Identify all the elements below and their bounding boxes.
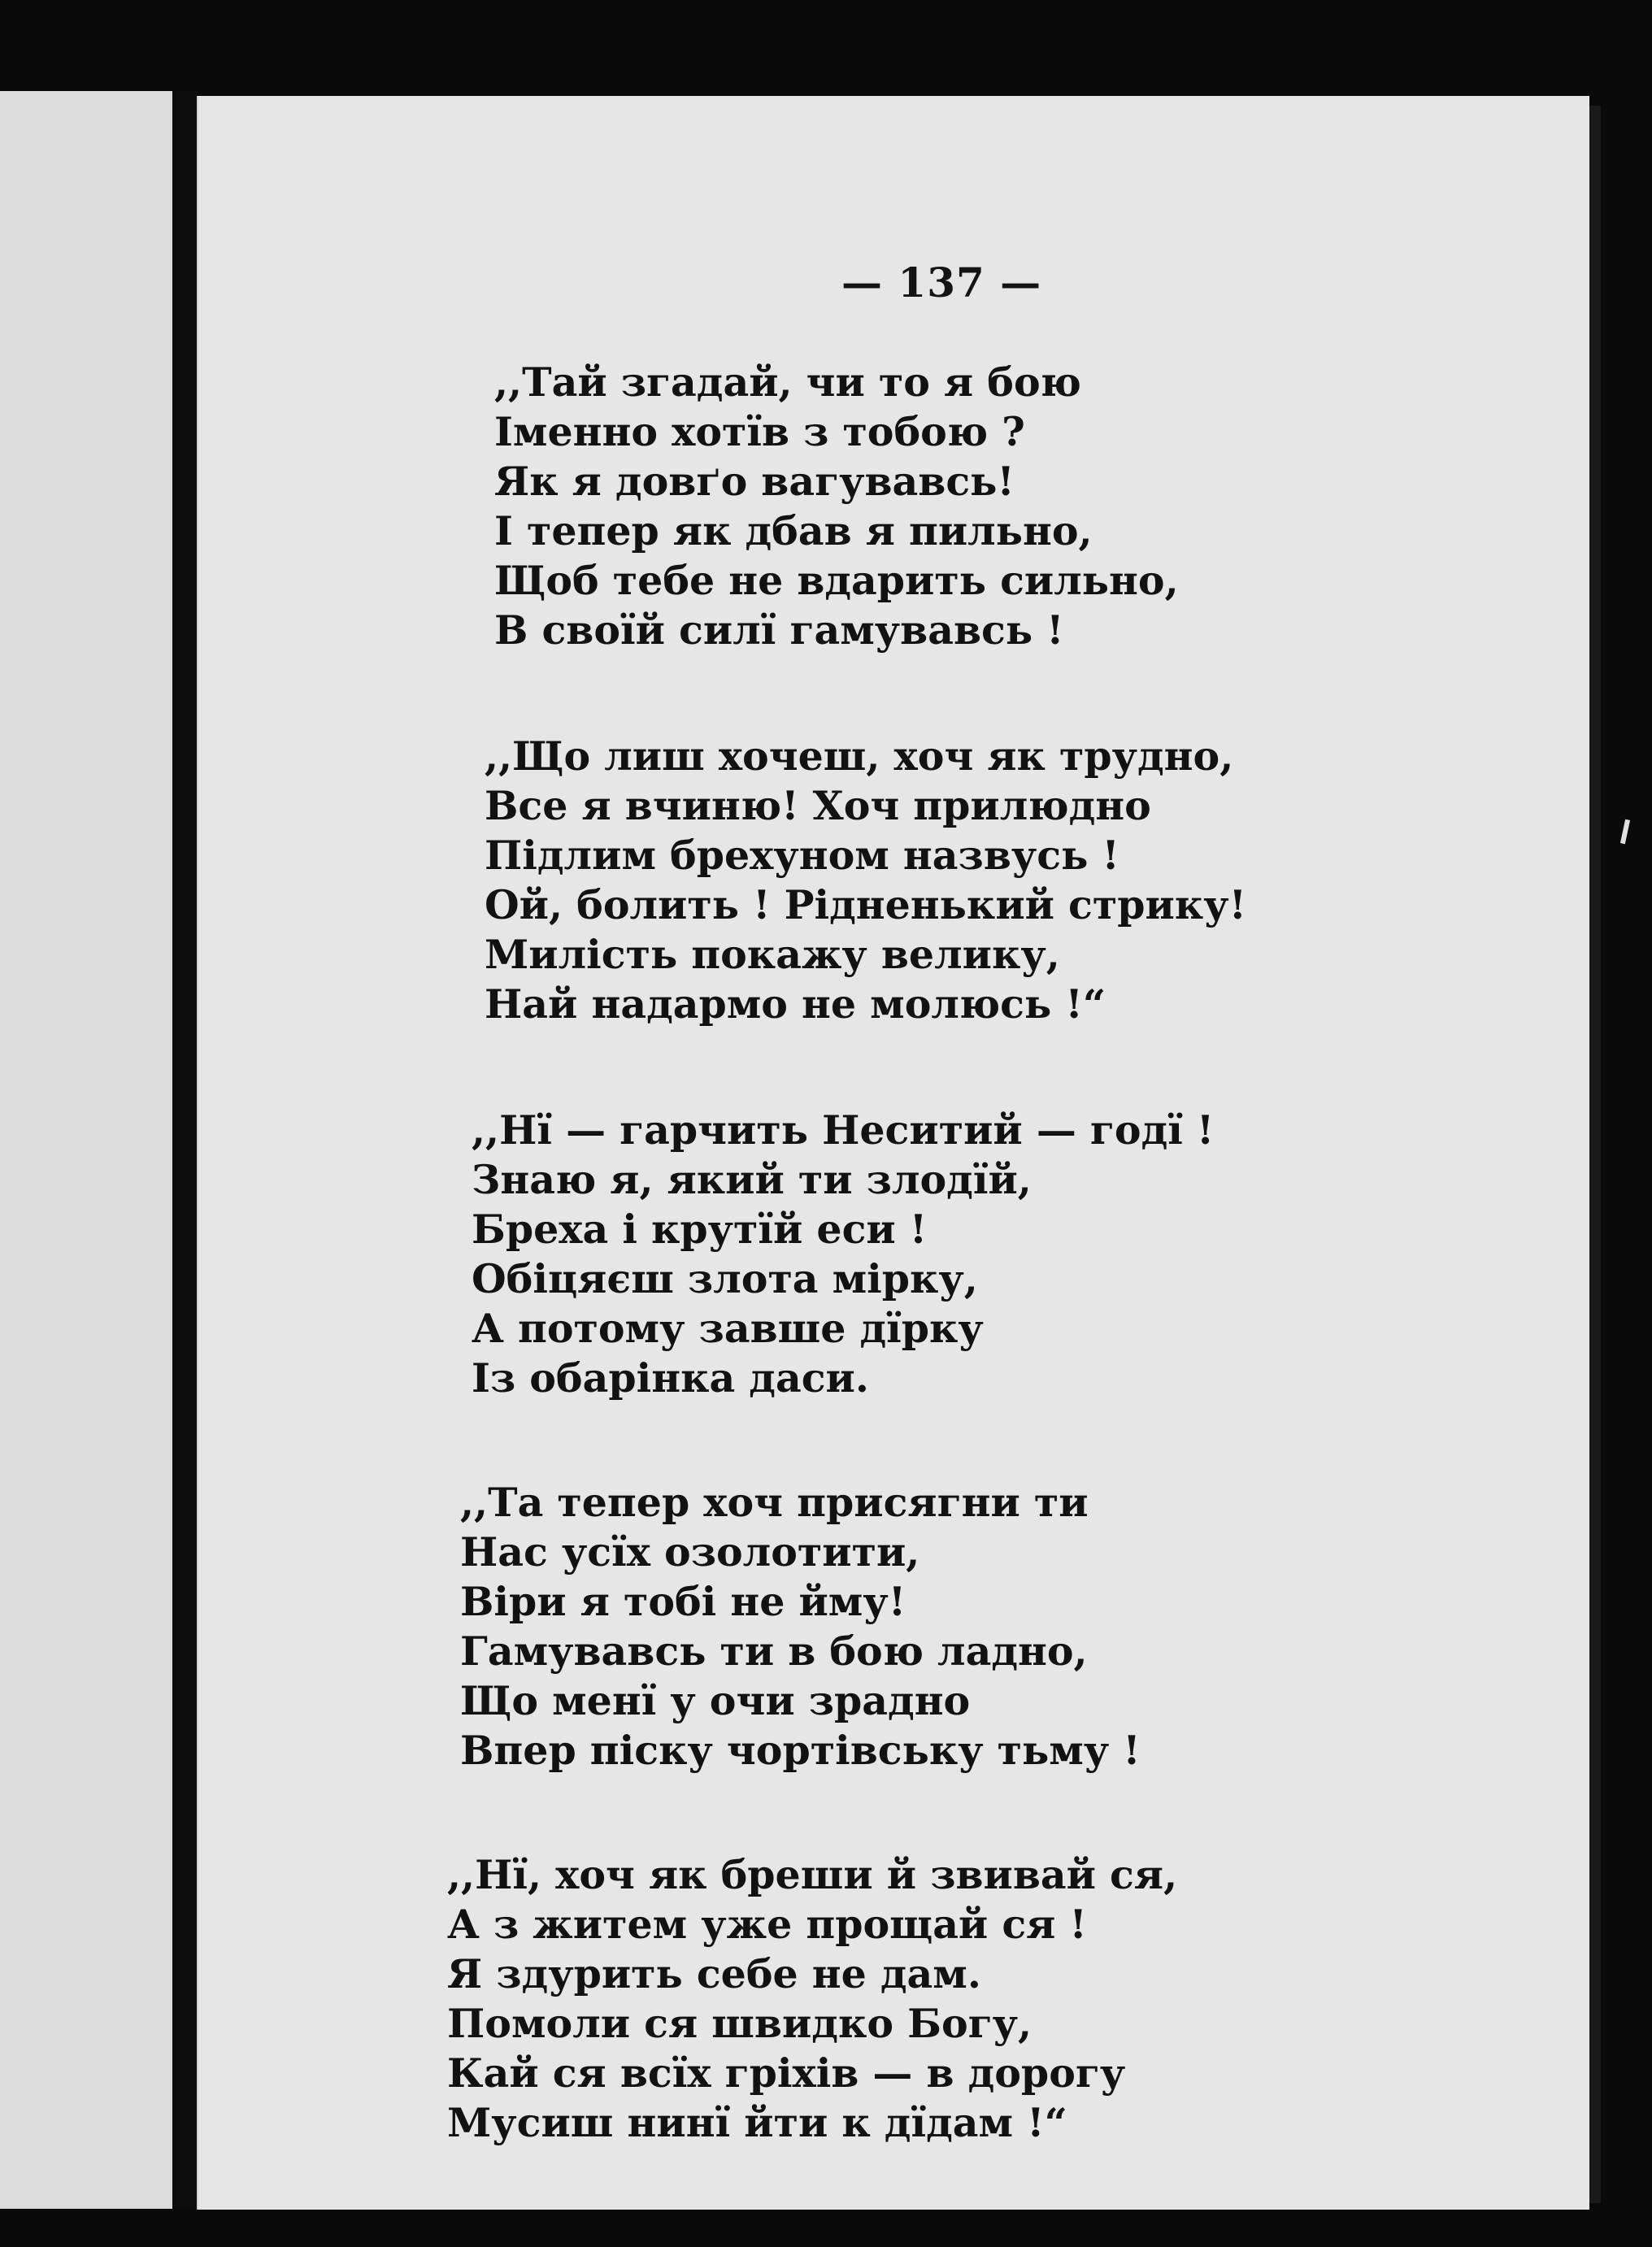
verse-line: І тепер як дбав я пильно, xyxy=(494,507,1093,554)
page-number: — 137 — xyxy=(841,259,1042,306)
stanza-4 xyxy=(460,1478,1141,1775)
verse-line: Підлим брехуном назвусь ! xyxy=(485,832,1119,879)
stanza-5 xyxy=(447,1850,1177,2148)
binding-stitch xyxy=(180,376,192,397)
right-page-shadow xyxy=(1589,106,1601,2203)
verse-line: Ой, болить ! Рідненький стрику! xyxy=(485,881,1247,928)
verse-line: ,,Та тепер хоч присягни ти xyxy=(460,1479,1089,1526)
verse-line: Я здурить себе не дам. xyxy=(447,1950,981,1997)
binding-stitch xyxy=(180,1190,192,1211)
verse-line: В своїй силї гамувавсь ! xyxy=(494,606,1064,654)
stanza-1 xyxy=(494,358,1179,655)
verse-line: ,,Що лиш хочеш, хоч як трудно, xyxy=(485,732,1234,780)
verse-line: Щоб тебе не вдарить сильно, xyxy=(494,557,1179,604)
verse-line: ,,Тай згадай, чи то я бою xyxy=(494,359,1081,406)
verse-line: Що менї у очи зрадно xyxy=(460,1677,971,1724)
verse-line: Мусиш нинї йти к дїдам !“ xyxy=(447,2099,1067,2146)
verse-line: Все я вчиню! Хоч прилюдно xyxy=(485,782,1151,829)
verse-line: Як я довґо вагувавсь! xyxy=(494,458,1015,505)
verse-line: Гамувавсь ти в бою ладно, xyxy=(460,1628,1088,1675)
verse-line: Впер піску чортівську тьму ! xyxy=(460,1727,1141,1774)
binding-stitch xyxy=(180,1886,192,1907)
verse-line: Іменно хотїв з тобою ? xyxy=(494,408,1025,455)
verse-line: ,,Нї — гарчить Неситий — годї ! xyxy=(472,1106,1215,1154)
verse-line: Най надармо не молюсь !“ xyxy=(485,980,1106,1028)
stanza-2 xyxy=(485,732,1246,1029)
verse-line: Нас усїх озолотити, xyxy=(460,1528,920,1576)
verse-line: Обіцяєш злота мірку, xyxy=(472,1255,978,1302)
verse-line: Помоли ся швидко Богу, xyxy=(447,2000,1032,2047)
verse-line: Віри я тобі не йму! xyxy=(460,1578,906,1625)
verse-line: А з житем уже прощай ся ! xyxy=(447,1901,1087,1948)
left-page-edge xyxy=(0,91,191,2209)
verse-line: А потому завше дїрку xyxy=(472,1305,984,1352)
verse-line: ,,Нї, хоч як бреши й звивай ся, xyxy=(447,1851,1178,1898)
verse-line: Із обарінка даси. xyxy=(472,1354,869,1402)
stanza-3 xyxy=(472,1106,1214,1403)
verse-line: Знаю я, який ти злодїй, xyxy=(472,1156,1032,1203)
verse-line: Кай ся всїх гріхів — в дорогу xyxy=(447,2049,1126,2097)
scan-fleck xyxy=(1620,819,1630,845)
verse-line: Милість покажу велику, xyxy=(485,931,1060,978)
binding-stitch xyxy=(180,504,192,525)
verse-line: Бреха і крутїй еси ! xyxy=(472,1206,928,1253)
